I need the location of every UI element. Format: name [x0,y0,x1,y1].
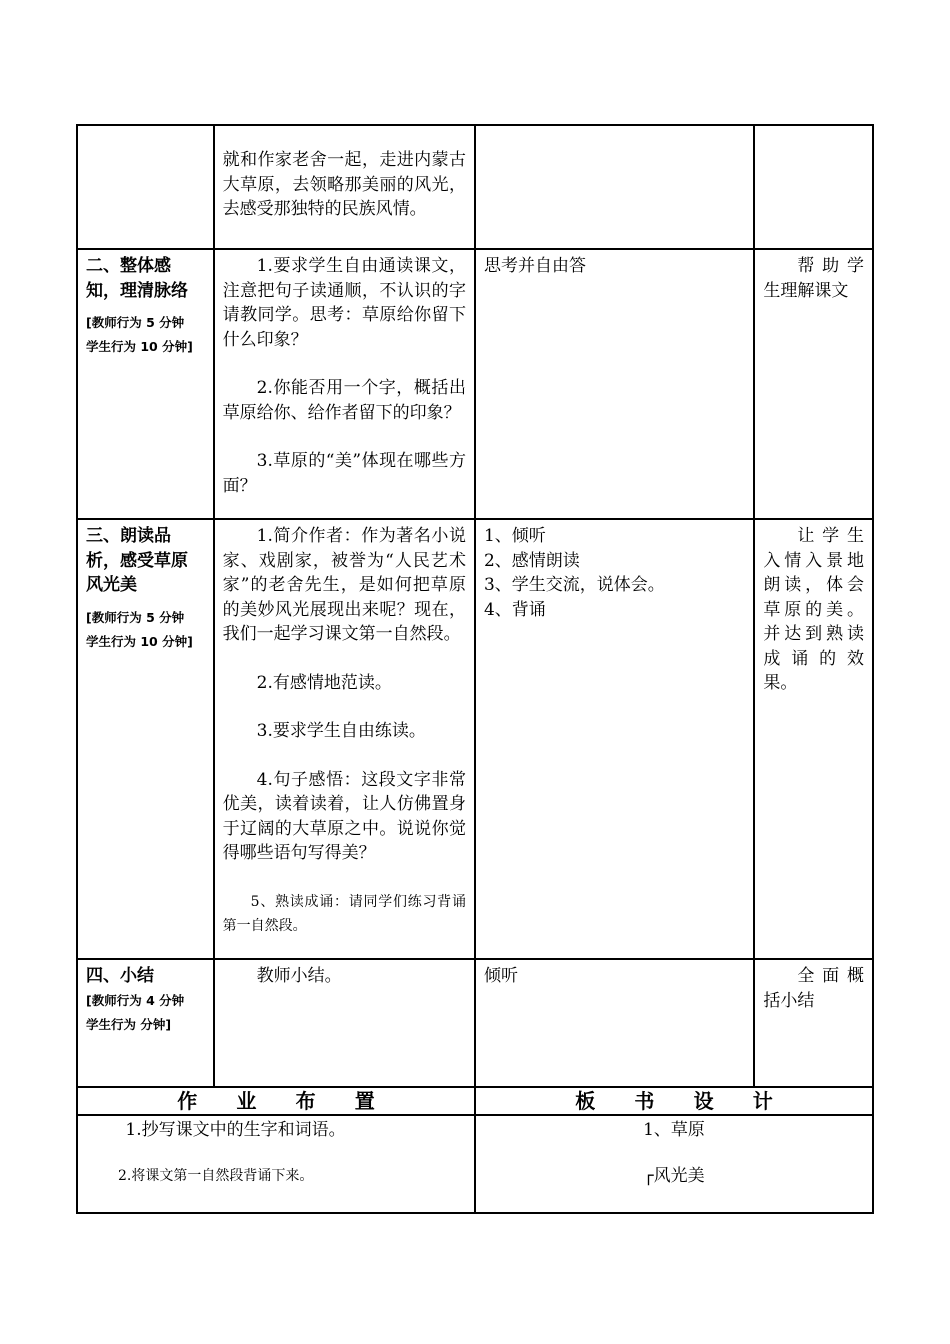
time-note-line: 学生行为 10 分钟] [86,339,193,354]
design-intent-cell [754,249,873,519]
homework-heading [78,1088,474,1114]
stage-cell [77,959,214,1087]
teacher-paragraph: 2.有感情地范读。 [256,672,392,693]
homework-header [77,1087,475,1115]
heading-char: 业 [236,1089,257,1113]
heading-char: 书 [634,1089,655,1113]
board-item: ┌风光美 [643,1166,705,1186]
board-item: 1、草原 [643,1120,705,1140]
teacher-paragraph: 3.草原的“美”体现在哪些方面？ [222,451,466,496]
design-intent-cell [754,125,873,249]
heading-char: 设 [693,1089,714,1113]
heading-char: 置 [354,1089,375,1113]
time-note-line: [教师行为 5 分钟 [86,315,185,330]
student-activity-cell [475,249,754,519]
student-activity-cell [475,959,754,1087]
student-line: 4、背诵 [483,599,546,620]
table-row [77,519,873,959]
teacher-activity-cell [214,519,475,959]
teacher-paragraph: 1.要求学生自由通读课文，注意把句子读通顺，不认识的字请教同学。思考：草原给你留下什么印象？ [222,256,466,350]
board-header [475,1087,873,1115]
bottom-row [77,1115,873,1213]
student-activity-cell [475,519,754,959]
time-note-line: 学生行为 10 分钟] [86,633,193,649]
stage-cell [77,519,214,959]
table-row [77,125,873,249]
teacher-activity-cell [214,959,475,1087]
teacher-activity-cell [214,125,475,249]
teacher-paragraph: 教师小结。 [256,966,342,986]
student-activity-cell [475,125,754,249]
heading-char: 布 [295,1089,316,1113]
heading-char: 板 [575,1089,596,1113]
time-note-line: [教师行为 4 分钟 [86,992,185,1008]
student-line: 思考并自由答 [483,256,586,276]
teacher-paragraph: 1.简介作者：作为著名小说家、戏剧家，被誉为“人民艺术家”的老舍先生，是如何把草原的美妙风光展现出来呢？现在，我们一起学习课文第一自然段。 [222,526,466,644]
time-note-line: [教师行为 5 分钟 [86,609,185,625]
stage-cell [77,249,214,519]
board-heading [476,1088,872,1114]
heading-char: 作 [177,1089,198,1113]
section-header-row [77,1087,873,1115]
teacher-paragraph: 4.句子感悟：这段文字非常优美，读着读着，让人仿佛置身于辽阔的大草原之中。说说你觉得哪些语句写得美？ [222,769,466,863]
table-row [77,249,873,519]
design-intent-text: 全面概括小结 [763,966,864,1011]
time-note [86,606,205,654]
teacher-activity-cell [214,249,475,519]
heading-char: 计 [752,1089,773,1113]
section-title: 四、小结 [86,966,154,986]
time-note [86,311,205,359]
stage-cell [77,125,214,249]
homework-item: 2.将课文第一自然段背诵下来。 [118,1168,314,1184]
teacher-paragraph: 5、熟读成诵：请同学们练习背诵第一自然段。 [222,893,466,934]
student-line: 1、倾听 [483,526,546,546]
teacher-paragraph: 3.要求学生自由练读。 [256,721,426,741]
student-line: 2、感情朗读 [483,550,580,571]
teacher-paragraph: 2.你能否用一个字，概括出草原给你、给作者留下的印象？ [222,378,466,423]
time-note [86,989,205,1037]
design-intent-cell [754,959,873,1087]
homework-cell [77,1115,475,1213]
section-title: 二、整体感知，理清脉络 [86,256,188,301]
time-note-line: 学生行为 分钟] [86,1016,172,1032]
lesson-plan-table [76,124,874,1214]
board-cell [475,1115,873,1213]
homework-item: 1.抄写课文中的生字和词语。 [125,1120,346,1140]
table-row [77,959,873,1087]
design-intent-text: 让学生入情入景地朗读，体会草原的美。并达到熟读成诵的效果。 [763,526,864,693]
student-line: 3、学生交流，说体会。 [483,575,665,595]
design-intent-text: 帮助学生理解课文 [763,256,864,301]
section-title: 三、朗读品析，感受草原风光美 [86,526,188,595]
student-line: 倾听 [483,966,518,986]
design-intent-cell [754,519,873,959]
teacher-paragraph: 就和作家老舍一起，走进内蒙古大草原，去领略那美丽的风光， 去感受那独特的民族风情。 [222,150,466,219]
